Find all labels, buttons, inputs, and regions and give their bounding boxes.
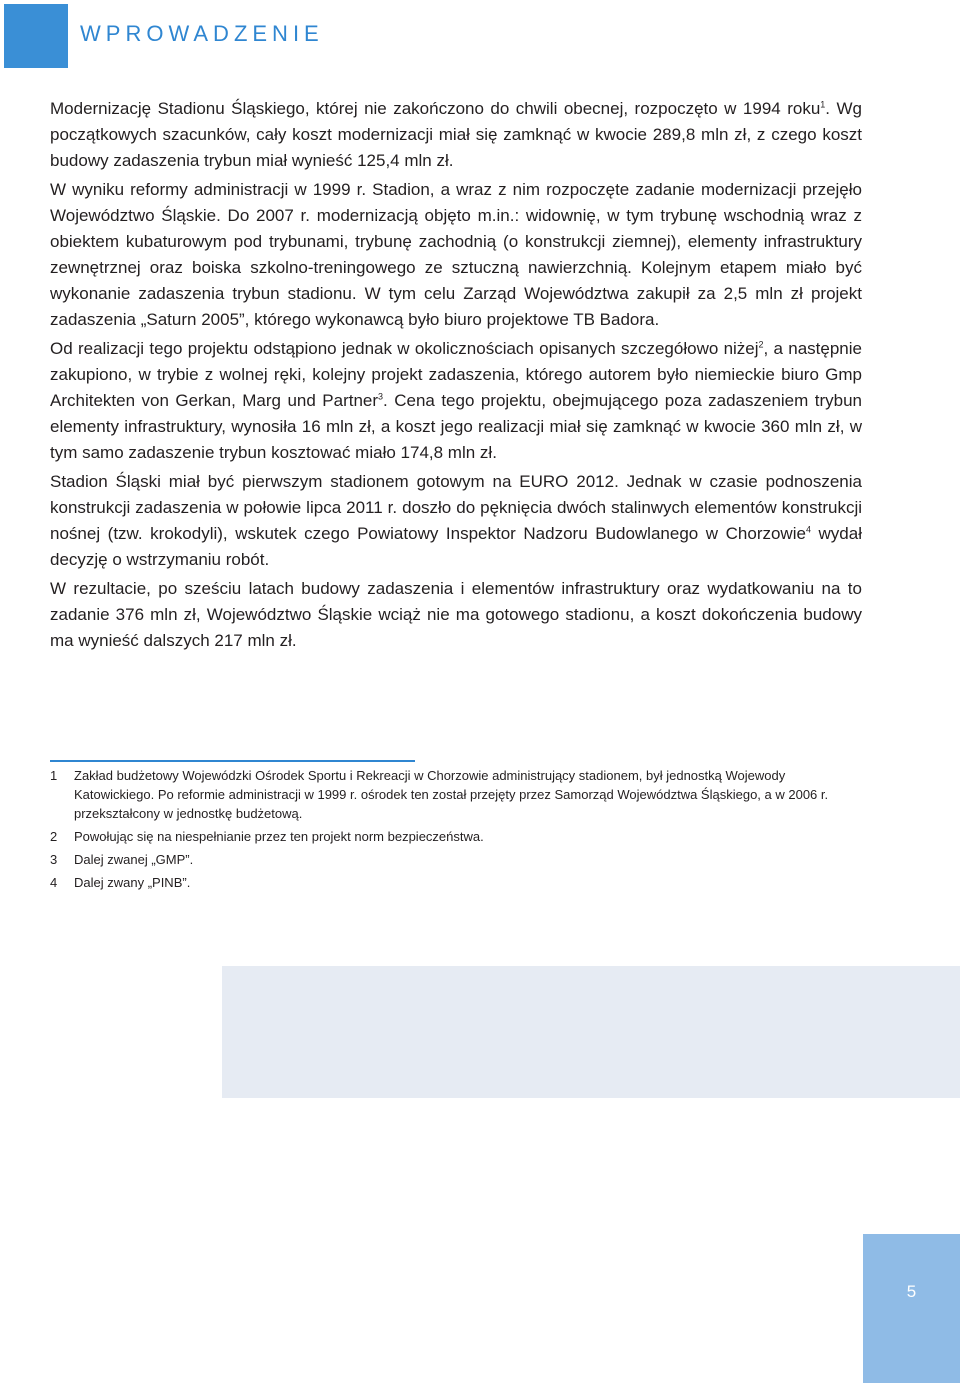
footnote-number: 4 bbox=[50, 875, 58, 890]
footnote-3 bbox=[50, 850, 856, 869]
footnote-ref-1: 1 bbox=[820, 99, 826, 110]
footnote-text: Dalej zwanej „GMP”. bbox=[74, 852, 194, 867]
footnote-4 bbox=[50, 873, 856, 892]
paragraph-1 bbox=[50, 96, 862, 174]
footnote-number: 3 bbox=[50, 852, 58, 867]
body-text bbox=[50, 96, 862, 657]
paragraph-5 bbox=[50, 576, 862, 654]
text-run: . Wg początkowych szacunków, cały koszt modernizacji miał się zamknąć w kwocie 289,8 mln zł, z czego koszt budowy zadaszenia trybun miał wynieść 125,4 mln zł. bbox=[50, 99, 862, 170]
footnote-text: Zakład budżetowy Wojewódzki Ośrodek Sportu i Rekreacji w Chorzowie administrujący stadionem, był jednostką Wojewody Katowickiego. Po reformie administracji w 1999 r. ośrodek ten został przejęty przez Samorząd Województwa Śląskiego, a w 2006 r. przekształcony w jednostkę budżetową. bbox=[74, 768, 829, 821]
text-run: , a następnie zakupiono, w trybie z wolnej ręki, kolejny projekt zadaszenia, którego autorem było niemieckie biuro Gmp Architekten von Gerkan, Marg und Partner bbox=[50, 339, 862, 410]
text-run: wydał decyzję o wstrzymaniu robót. bbox=[50, 524, 862, 569]
text-run: . Cena tego projektu, obejmującego poza zadaszeniem trybun elementy infrastruktury, wynosiła 16 mln zł, a koszt jego realizacji miał się zamknąć w kwocie 360 mln zł, w tym samo zadaszenie trybun kosztować miało 174,8 mln zł. bbox=[50, 391, 862, 462]
footnote-ref-3: 3 bbox=[378, 391, 384, 402]
section-title: WPROWADZENIE bbox=[80, 21, 324, 46]
footnote-ref-4: 4 bbox=[805, 524, 811, 535]
footnote-2 bbox=[50, 827, 856, 846]
page-number-tab bbox=[863, 1234, 960, 1383]
footnotes bbox=[50, 766, 856, 896]
page-number: 5 bbox=[906, 1282, 917, 1301]
paragraph-2 bbox=[50, 177, 862, 333]
footnote-text: Powołując się na niespełnianie przez ten projekt norm bezpieczeństwa. bbox=[74, 829, 484, 844]
footnote-ref-2: 2 bbox=[758, 339, 764, 350]
paragraph-3 bbox=[50, 336, 862, 466]
paragraph-4 bbox=[50, 469, 862, 573]
text-run: Modernizację Stadionu Śląskiego, której nie zakończono do chwili obecnej, rozpoczęto w 1994 roku bbox=[50, 99, 821, 118]
footnote-divider bbox=[50, 760, 415, 762]
footnote-text: Dalej zwany „PINB”. bbox=[74, 875, 191, 890]
footnote-number: 2 bbox=[50, 829, 58, 844]
footnote-1 bbox=[50, 766, 856, 823]
decorative-panel bbox=[222, 966, 960, 1098]
header-accent-block bbox=[4, 4, 68, 68]
text-run: Od realizacji tego projektu odstąpiono jednak w okolicznościach opisanych szczegółowo niżej bbox=[50, 339, 759, 358]
text-run: Stadion Śląski miał być pierwszym stadionem gotowym na EURO 2012. Jednak w czasie podnoszenia konstrukcji zadaszenia w połowie lipca 2011 r. doszło do pęknięcia dwóch stalinwych elementów konstrukcji nośnej (tzw. krokodyli), wskutek czego Powiatowy Inspektor Nadzoru Budowlanego w Chorzowie bbox=[50, 472, 862, 543]
footnote-number: 1 bbox=[50, 768, 58, 783]
text-run: W rezultacie, po sześciu latach budowy zadaszenia i elementów infrastruktury oraz wydatkowaniu na to zadanie 376 mln zł, Województwo Śląskie wciąż nie ma gotowego stadionu, a koszt dokończenia budowy ma wynieść dalszych 217 mln zł. bbox=[50, 579, 862, 650]
text-run: W wyniku reformy administracji w 1999 r. Stadion, a wraz z nim rozpoczęte zadanie modernizacji przejęło Województwo Śląskie. Do 2007 r. modernizacją objęto m.in.: widownię, w tym trybunę wschodnią wraz z obiektem kubaturowym pod trybunami, trybunę zachodnią (o konstrukcji ziemnej), elementy infrastruktury zewnętrznej oraz boiska szkolno-treningowego ze sztuczną nawierzchnią. Kolejnym etapem miało być wykonanie zadaszenia trybun stadionu. W tym celu Zarząd Województwa zakupił za 2,5 mln zł projekt zadaszenia „Saturn 2005”, którego wykonawcą było biuro projektowe TB Badora. bbox=[50, 180, 862, 329]
